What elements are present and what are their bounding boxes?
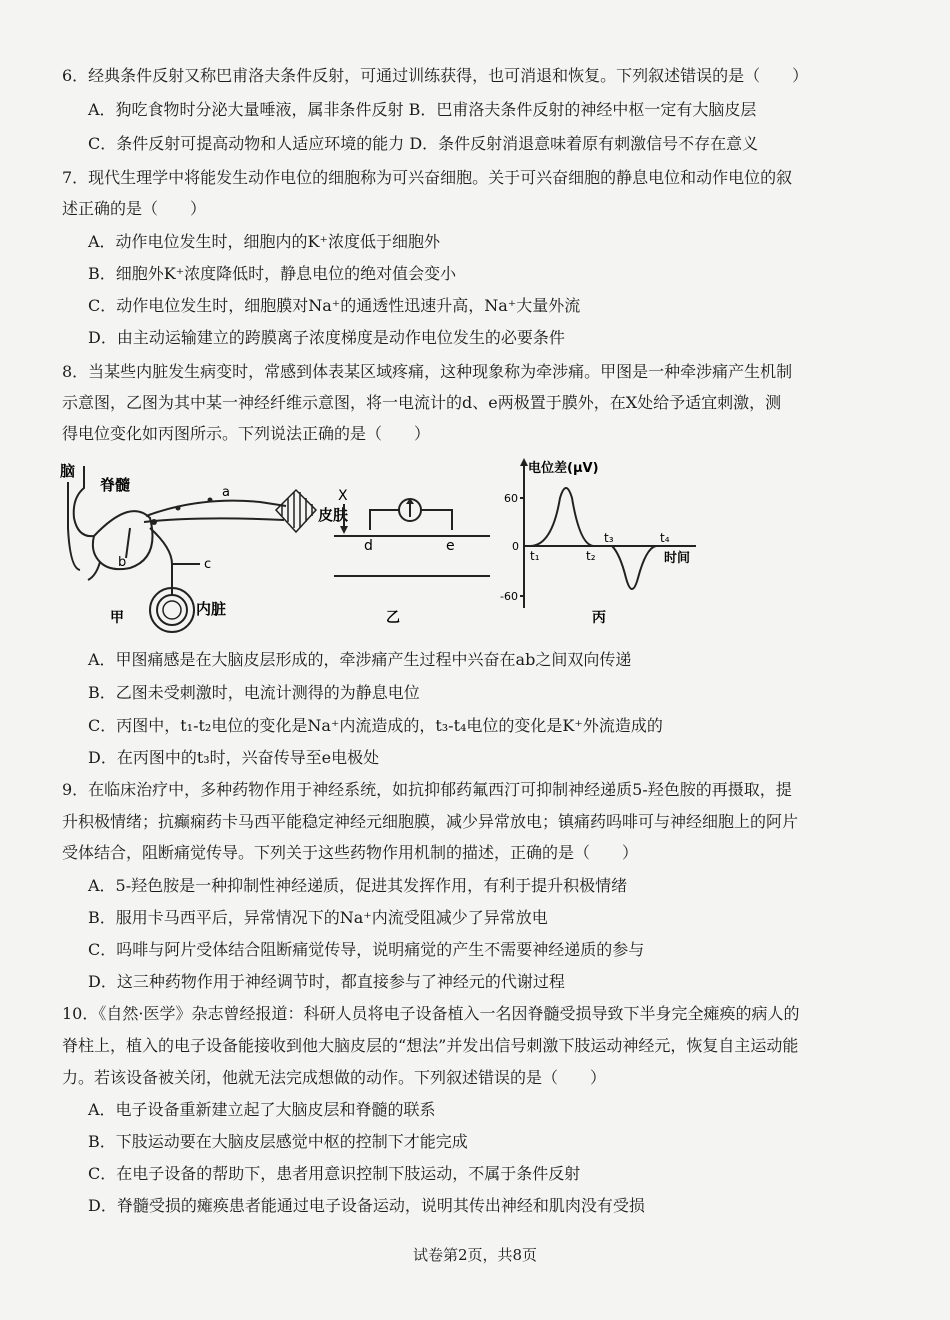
q7-option-a: A．动作电位发生时，细胞内的K⁺浓度低于细胞外 bbox=[88, 232, 440, 251]
y-axis-arrow bbox=[520, 458, 528, 466]
figure-jia bbox=[60, 458, 349, 638]
q10-stem-line2: 脊柱上，植入的电子设备能接收到他大脑皮层的“想法”并发出信号刺激下肢运动神经元，恢复自主运动能 bbox=[62, 1036, 799, 1055]
q6-options-ab: A．狗吃食物时分泌大量唾液，属非条件反射 B．巴甫洛夫条件反射的神经中枢一定有大脑皮层 bbox=[88, 100, 757, 119]
ganglion-dot bbox=[176, 506, 181, 511]
q7-stem-line2: 述正确的是（ ） bbox=[62, 199, 207, 218]
caption-bing: 丙 bbox=[592, 610, 606, 626]
figure-bing bbox=[500, 458, 710, 628]
t4-label: t₄ bbox=[660, 531, 670, 545]
page-footer: 试卷第2页，共8页 bbox=[412, 1246, 538, 1264]
q8-option-d: D．在丙图中的t₃时，兴奋传导至e电极处 bbox=[88, 748, 380, 767]
caption-yi: 乙 bbox=[386, 610, 400, 626]
t2-label: t₂ bbox=[586, 549, 596, 563]
q9-option-d: D．这三种药物作用于神经调节时，都直接参与了神经元的代谢过程 bbox=[88, 972, 565, 991]
q8-option-a: A．甲图痛感是在大脑皮层形成的，牵涉痛产生过程中兴奋在ab之间双向传递 bbox=[88, 650, 632, 669]
y-tick-neg60: -60 bbox=[500, 590, 518, 603]
q8-stem-line1: 8．当某些内脏发生病变时，常感到体表某区域疼痛，这种现象称为牵涉痛。甲图是一种牵涉痛产生机制 bbox=[62, 362, 793, 381]
q7-option-d: D．由主动运输建立的跨膜离子浓度梯度是动作电位发生的必要条件 bbox=[88, 328, 565, 347]
y-tick-60: 60 bbox=[504, 492, 518, 505]
label-c: c bbox=[204, 557, 212, 572]
label-e: e bbox=[446, 538, 455, 554]
label-brain: 脑 bbox=[60, 462, 76, 480]
nerve-a bbox=[146, 501, 286, 516]
nerve-c bbox=[150, 528, 200, 564]
ganglion-dot-2 bbox=[208, 498, 213, 503]
q10-option-c: C．在电子设备的帮助下，患者用意识控制下肢运动，不属于条件反射 bbox=[88, 1164, 581, 1183]
x-axis-label: 时间 bbox=[664, 551, 691, 566]
label-a: a bbox=[222, 485, 230, 500]
synapse-dot bbox=[151, 519, 157, 525]
potential-curve bbox=[530, 488, 676, 589]
q8-option-b: B．乙图未受刺激时，电流计测得的为静息电位 bbox=[88, 683, 420, 702]
t3-label: t₃ bbox=[604, 531, 614, 545]
stimulus-arrowhead bbox=[340, 526, 348, 534]
label-organ: 内脏 bbox=[196, 600, 227, 618]
y-axis-label: 电位差(μV) bbox=[528, 461, 599, 476]
t1-label: t₁ bbox=[530, 549, 540, 563]
figure-yi bbox=[330, 486, 500, 626]
q9-option-c: C．吗啡与阿片受体结合阻断痛觉传导，说明痛觉的产生不需要神经递质的参与 bbox=[88, 940, 645, 959]
q7-stem-line1: 7．现代生理学中将能发生动作电位的细胞称为可兴奋细胞。关于可兴奋细胞的静息电位和动作电位的叙 bbox=[62, 168, 793, 187]
skin-icon bbox=[276, 490, 316, 532]
q10-stem-line1: 10．《自然·医学》杂志曾经报道：科研人员将电子设备植入一名因脊髓受损导致下半身完全瘫痪的病人的 bbox=[62, 1004, 800, 1023]
brain-outline bbox=[74, 466, 94, 536]
q9-stem-line2: 升积极情绪；抗癫痫药卡马西平能稳定神经元细胞膜，减少异常放电；镇痛药吗啡可与神经细胞上的阿片 bbox=[62, 812, 799, 831]
wire-right bbox=[420, 510, 452, 530]
q6-options-cd: C．条件反射可提高动物和人适应环境的能力 D．条件反射消退意味着原有刺激信号不存在意义 bbox=[88, 134, 759, 153]
spinal-lower bbox=[88, 562, 100, 580]
caption-jia: 甲 bbox=[110, 610, 124, 626]
nerve-b bbox=[126, 528, 130, 558]
nerve-skin-2 bbox=[144, 518, 284, 522]
wire-left bbox=[370, 510, 400, 530]
q7-option-c: C．动作电位发生时，细胞膜对Na⁺的通透性迅速升高，Na⁺大量外流 bbox=[88, 296, 581, 315]
q8-stem-line2: 示意图，乙图为其中某一神经纤维示意图，将一电流计的d、e两极置于膜外，在X处给予适宜刺激，测 bbox=[62, 393, 782, 412]
label-spinal: 脊髓 bbox=[100, 476, 131, 494]
q6-stem: 6．经典条件反射又称巴甫洛夫条件反射，可通过训练获得，也可消退和恢复。下列叙述错误的是（ ） bbox=[62, 66, 809, 85]
y-tick-0: 0 bbox=[512, 540, 519, 553]
label-skin: 皮肤 bbox=[318, 506, 349, 524]
q7-option-b: B．细胞外K⁺浓度降低时，静息电位的绝对值会变小 bbox=[88, 264, 457, 283]
organ-icon bbox=[150, 588, 194, 632]
q9-stem-line3: 受体结合，阻断痛觉传导。下列关于这些药物作用机制的描述，正确的是（ ） bbox=[62, 843, 639, 862]
q9-option-b: B．服用卡马西平后，异常情况下的Na⁺内流受阻减少了异常放电 bbox=[88, 908, 548, 927]
q9-stem-line1: 9．在临床治疗中，多种药物作用于神经系统，如抗抑郁药氟西汀可抑制神经递质5-羟色胺的再摄取，提 bbox=[62, 780, 792, 799]
q10-stem-line3: 力。若该设备被关闭，他就无法完成想做的动作。下列叙述错误的是（ ） bbox=[62, 1068, 607, 1087]
q8-option-c: C．丙图中，t₁-t₂电位的变化是Na⁺内流造成的，t₃-t₄电位的变化是K⁺外流造成的 bbox=[88, 716, 663, 735]
q10-option-d: D．脊髓受损的瘫痪患者能通过电子设备运动，说明其传出神经和肌肉没有受损 bbox=[88, 1196, 645, 1215]
label-b: b bbox=[118, 555, 127, 570]
q9-option-a: A．5-羟色胺是一种抑制性神经递质，促进其发挥作用，有利于提升积极情绪 bbox=[88, 876, 628, 895]
q10-option-a: A．电子设备重新建立起了大脑皮层和脊髓的联系 bbox=[88, 1100, 436, 1119]
q10-option-b: B．下肢运动要在大脑皮层感觉中枢的控制下才能完成 bbox=[88, 1132, 468, 1151]
label-d: d bbox=[364, 538, 373, 554]
q8-stem-line3: 得电位变化如丙图所示。下列说法正确的是（ ） bbox=[62, 424, 431, 443]
label-x: X bbox=[338, 488, 348, 504]
